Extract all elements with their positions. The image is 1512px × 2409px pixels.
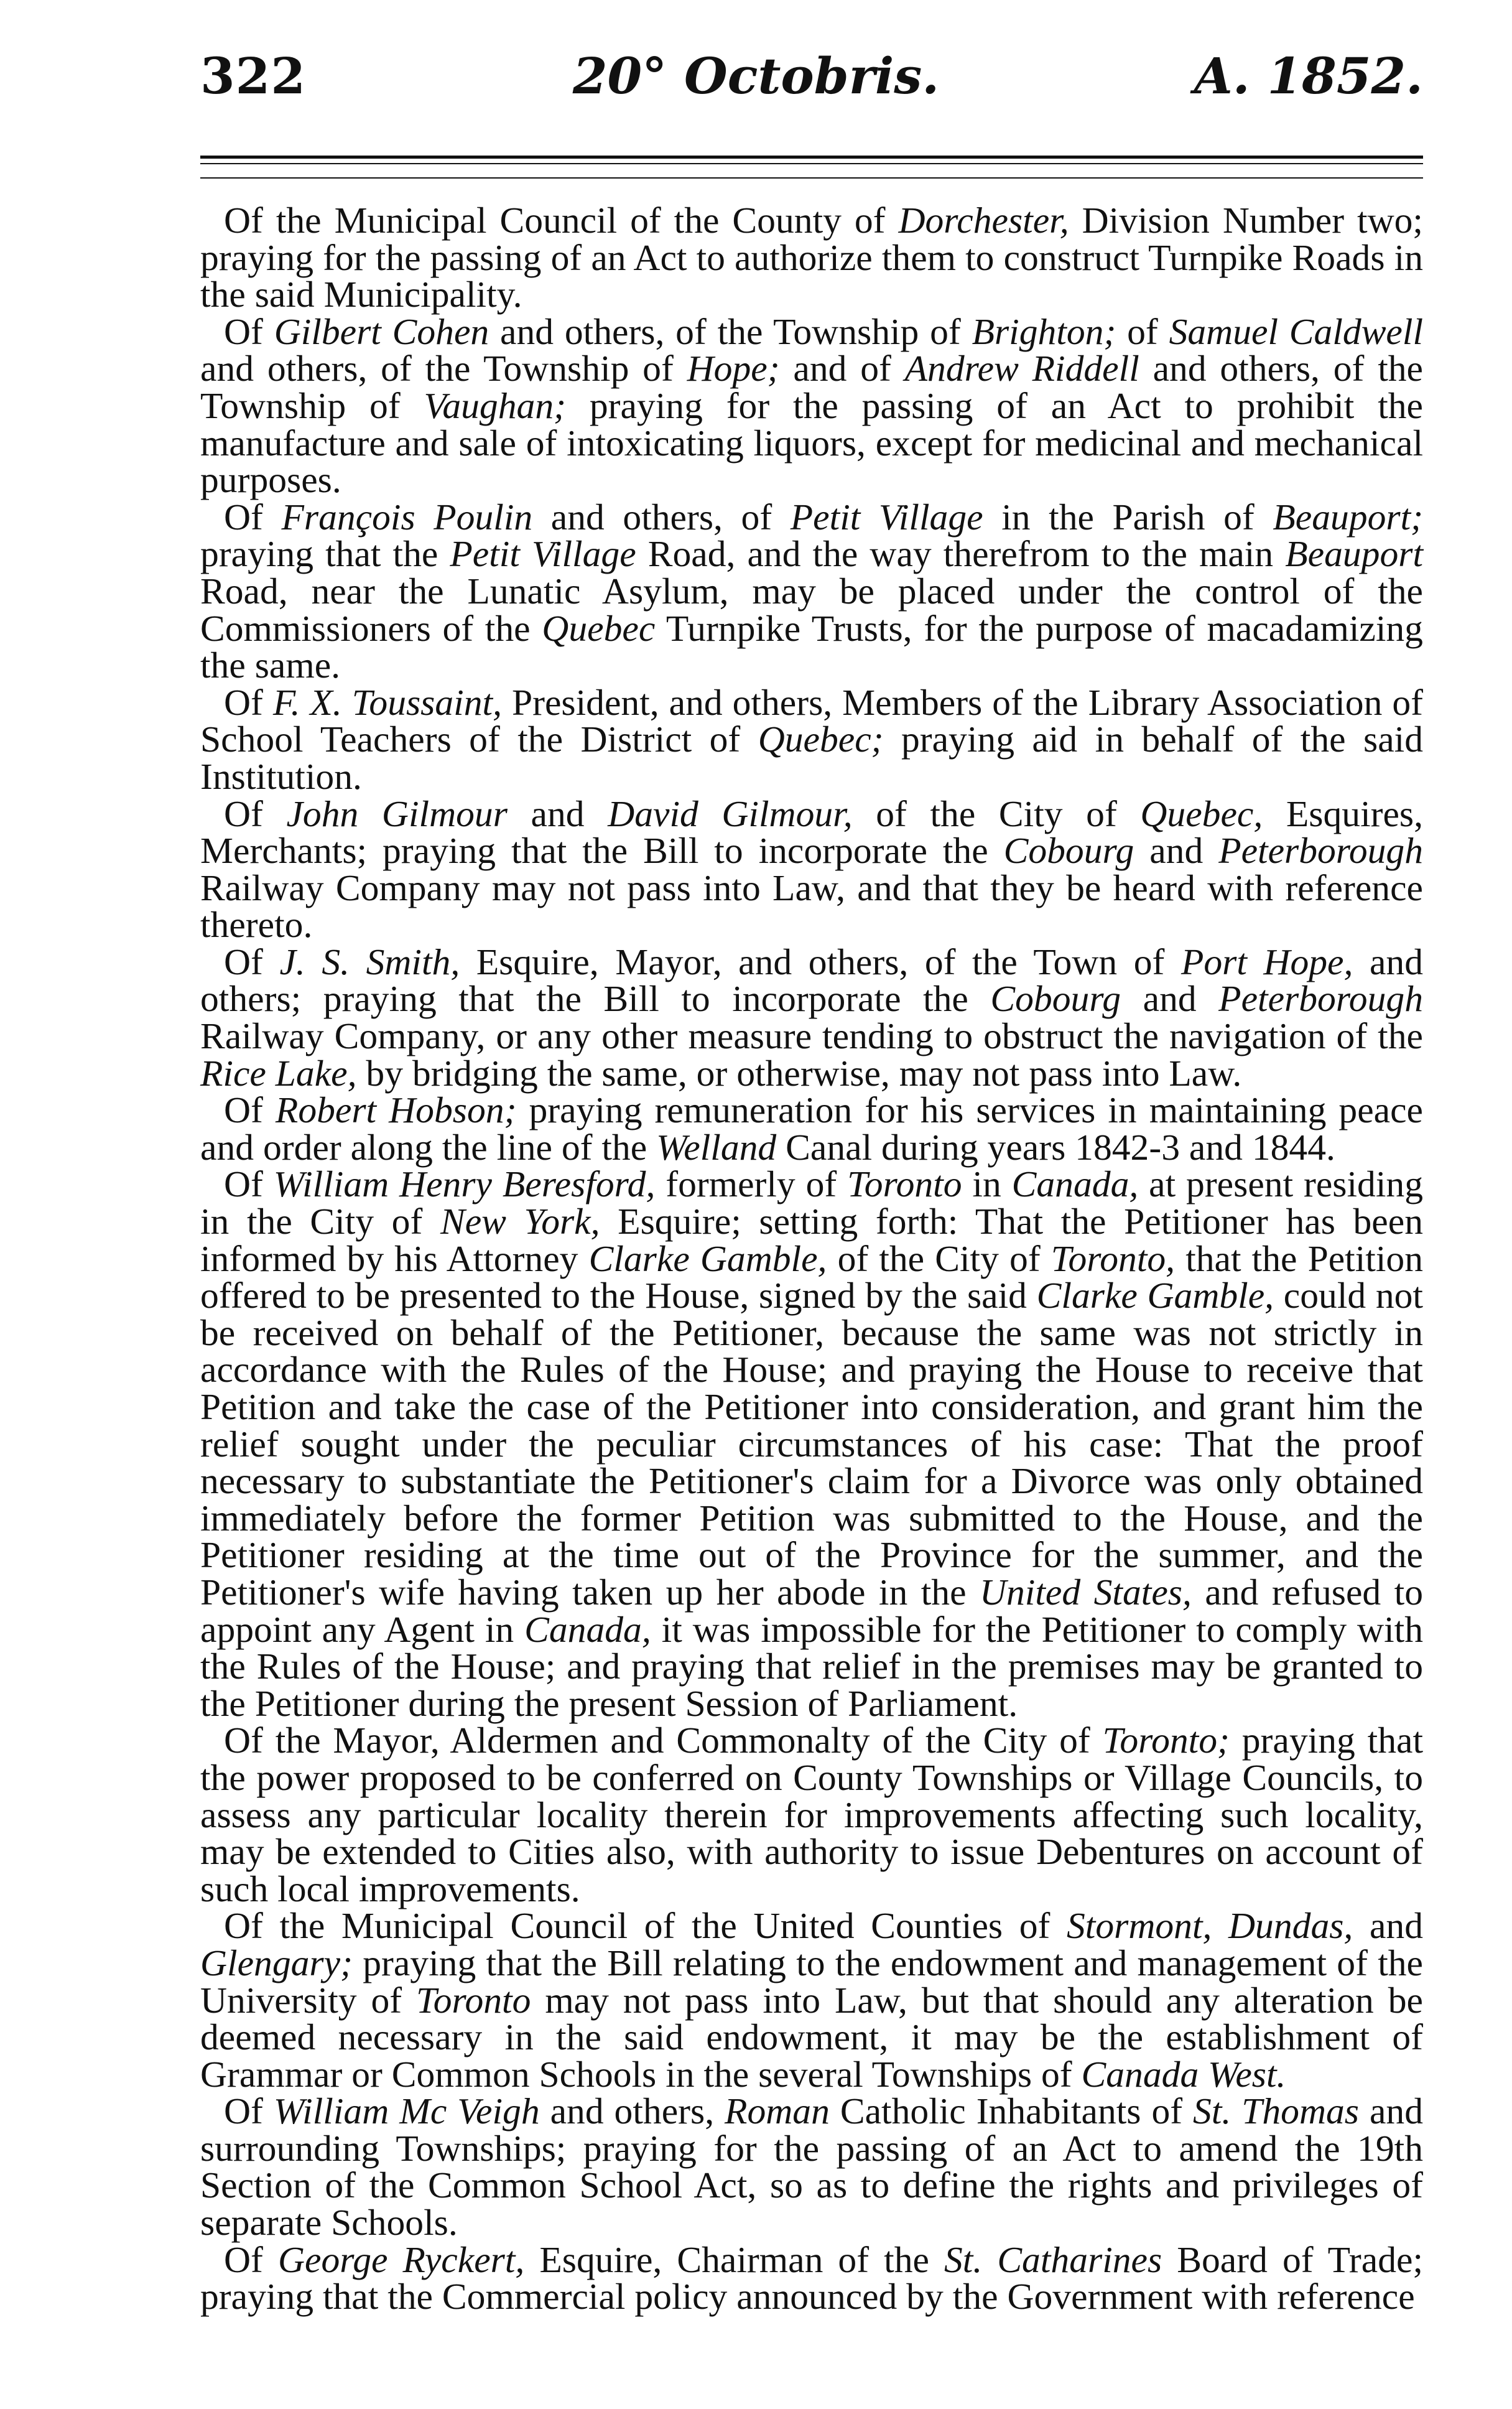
petition-text: and others, of [532, 496, 791, 538]
petition-text: and [1134, 830, 1219, 872]
petition-text: in the Parish of [983, 496, 1273, 538]
italic-name: New York, [440, 1201, 600, 1242]
italic-name: Quebec; [758, 719, 884, 760]
petition-text: and [507, 793, 608, 834]
petition-text: Of [224, 793, 287, 834]
petition-text: and others; praying that the Bill to incorporate the [200, 941, 1424, 1020]
italic-name: Hope; [687, 348, 780, 389]
italic-name: François Poulin [281, 496, 533, 538]
italic-name: Petit Village [790, 496, 983, 538]
petition-text: at present residing in the City of [200, 1163, 1423, 1242]
petition-text: and others, of the Township of [200, 348, 1423, 426]
petition-text: Canal during years 1842-3 and 1844. [776, 1126, 1335, 1168]
petition-text: and surrounding Townships; praying for the passing of an Act to amend the 19th Section of the Common School Act, so as to define the rights and privileges of separate Schools. [200, 2090, 1423, 2244]
italic-name: Beauport [1285, 533, 1424, 575]
italic-name: Quebec, [1140, 793, 1263, 834]
italic-name: Roman [725, 2090, 830, 2132]
italic-name: David Gilmour, [608, 793, 853, 834]
petition-paragraph [200, 1722, 1423, 1908]
petition-text: Of [224, 941, 280, 982]
header-rule-thin [200, 163, 1423, 164]
italic-name: William Henry Beresford, [273, 1163, 656, 1205]
petition-text: formerly of [655, 1163, 848, 1205]
petition-text: Esquire, Mayor, and others, of the Town of [460, 941, 1181, 982]
petition-text: of the City of [827, 1237, 1051, 1279]
petition-text: Catholic Inhabitants of [829, 2090, 1194, 2132]
running-year: A. 1852. [1194, 47, 1423, 105]
petition-paragraph [200, 496, 1424, 686]
italic-name: Peterborough [1218, 830, 1424, 872]
italic-name: Stormont, Dundas, [1066, 1905, 1353, 1947]
petition-text: Of [224, 1089, 276, 1131]
petition-text: Of [224, 1163, 274, 1205]
petition-text: praying aid in behalf of the said Institution. [200, 719, 1424, 797]
italic-name: Robert Hobson; [275, 1089, 517, 1131]
italic-name: Toronto [847, 1163, 962, 1205]
italic-name: Toronto, [1051, 1237, 1176, 1279]
italic-name: Canada West. [1081, 2053, 1286, 2095]
running-head [0, 0, 1512, 131]
petition-text: and refused to appoint any Agent in [200, 1571, 1424, 1650]
petition-paragraph [200, 681, 1424, 797]
petition-text: Of [224, 310, 274, 352]
petition-text: Of [224, 2239, 278, 2280]
header-rule-bottom [200, 177, 1423, 179]
petition-text: Division Number two; praying for the passing of an Act to authorize them to construct Turnpike Roads in the said Municipality. [200, 200, 1423, 315]
italic-name: Gilbert Cohen [274, 310, 489, 352]
petition-text: Railway Company may not pass into Law, and that they be heard with reference thereto. [200, 867, 1423, 946]
petition-text: and [1353, 1905, 1423, 1947]
petition-text: and [1121, 978, 1219, 1020]
italic-name: St. Catharines [944, 2239, 1162, 2280]
italic-name: United States, [979, 1571, 1192, 1613]
petition-text: and of [779, 348, 905, 389]
petition-paragraph [200, 1905, 1423, 2095]
running-date: 20° Octobris. [572, 47, 940, 105]
petition-text: praying remuneration for his services in maintaining peace and order along the line of the [200, 1089, 1424, 1168]
italic-name: Dorchester, [898, 200, 1069, 241]
petition-text: of the City of [852, 793, 1141, 834]
petition-paragraph [200, 793, 1424, 946]
petition-text: and others, [539, 2090, 725, 2132]
italic-name: Clarke Gamble, [1036, 1275, 1274, 1316]
italic-name: Peterborough [1218, 978, 1423, 1020]
italic-name: F. X. Toussaint, [272, 681, 502, 723]
petition-text: praying that the Bill relating to the endowment and management of the University of [200, 1942, 1423, 2021]
petition-text: that the Petition offered to be presented to the House, signed by the said [200, 1237, 1423, 1316]
petition-text: President, and others, Members of the Library Association of School Teachers of the District of [200, 681, 1423, 760]
italic-name: Port Hope, [1180, 941, 1353, 982]
italic-name: Andrew Riddell [904, 348, 1139, 389]
petition-text: may not pass into Law, but that should any alteration be deemed necessary in the said endowment, it may be the establishment of Grammar or Common Schools in the several Townships of [200, 1979, 1423, 2095]
petition-text: Of the Municipal Council of the County of [224, 200, 899, 241]
petition-text: could not be received on behalf of the Petitioner, because the same was not strictly in accordance with the Rules of the House; and praying the House to receive that Petition and take the case of the Petitioner into consideration, and grant him the relief sought under the peculiar circumstances of his case: That the proof necessary to substantiate the Petitioner's claim for a Divorce was only obtained immediately before the former Petition was submitted to the House, and the Petitioner residing at the time out of the Province for the summer, and the Petitioner's wife having taken up her abode in the [200, 1275, 1423, 1613]
petition-text: Railway Company, or any other measure tending to obstruct the navigation of the [200, 1015, 1423, 1057]
petition-text: Esquires, Merchants; praying that the Bill to incorporate the [200, 793, 1424, 872]
petition-text: and others, of the Township of [489, 310, 972, 352]
petition-text: it was impossible for the Petitioner to comply with the Rules of the House; and praying that relief in the premises may be granted to the Petitioner during the present Session of Parliament. [200, 1608, 1424, 1724]
petition-text: Esquire; setting forth: That the Petitioner has been informed by his Attorney [200, 1201, 1424, 1279]
page-number: 322 [200, 47, 306, 105]
petition-text: Road, near the Lunatic Asylum, may be placed under the control of the Commissioners of the [200, 570, 1423, 649]
italic-name: Samuel Caldwell [1169, 310, 1424, 352]
petition-paragraph [200, 1163, 1424, 1724]
petition-paragraph [200, 310, 1424, 501]
italic-name: Canada, [1011, 1163, 1139, 1205]
petition-text: praying for the passing of an Act to prohibit the manufacture and sale of intoxicating liquors, except for medicinal and mechanical purposes. [200, 384, 1424, 501]
italic-name: John Gilmour [286, 793, 508, 834]
italic-name: Toronto [416, 1979, 531, 2021]
italic-name: Canada, [524, 1608, 651, 1650]
italic-name: Clarke Gamble, [588, 1237, 827, 1279]
italic-name: Toronto; [1102, 1720, 1230, 1761]
header-rule [200, 156, 1423, 159]
italic-name: Rice Lake, [200, 1052, 357, 1094]
italic-name: Cobourg [990, 978, 1121, 1020]
italic-name: Vaughan; [424, 384, 566, 426]
italic-name: J. S. Smith, [279, 941, 460, 982]
petition-text: Esquire, Chairman of the [524, 2239, 944, 2280]
petition-text: of [1116, 310, 1169, 352]
petition-text: praying that the power proposed to be conferred on County Townships or Village Councils, to assess any particular locality therein for improvements affecting such locality, may be extended to Cities also, with authority to issue Debentures on account of such local improvements. [200, 1720, 1424, 1909]
italic-name: St. Thomas [1193, 2090, 1359, 2132]
petition-paragraph [200, 941, 1424, 1094]
italic-name: Cobourg [1003, 830, 1134, 872]
italic-name: William Mc Veigh [273, 2090, 540, 2132]
italic-name: Petit Village [450, 533, 636, 575]
petition-text: Of [224, 496, 282, 538]
petition-text: Of the Mayor, Aldermen and Commonalty of the City of [224, 1720, 1103, 1761]
petition-paragraph [200, 1089, 1424, 1168]
petition-paragraph [200, 202, 1423, 314]
petition-text: Road, and the way therefrom to the main [636, 533, 1286, 575]
italic-name: Brighton; [972, 310, 1116, 352]
petition-text: praying that the [200, 533, 450, 575]
italic-name: Welland [656, 1126, 777, 1168]
petition-text: by bridging the same, or otherwise, may not pass into Law. [356, 1052, 1242, 1094]
petition-text: Board of Trade; praying that the Commercial policy announced by the Government with reference [200, 2239, 1423, 2318]
italic-name: George Ryckert, [277, 2239, 525, 2280]
petition-text: Of [224, 2090, 274, 2132]
petition-text: Turnpike Trusts, for the purpose of macadamizing the same. [200, 607, 1423, 686]
petitions-body [200, 202, 1423, 2316]
petition-paragraph [200, 2090, 1423, 2244]
petition-paragraph [200, 2239, 1423, 2318]
petition-text: and others, of the Township of [200, 348, 687, 389]
italic-name: Beauport; [1273, 496, 1423, 538]
italic-name: Quebec [542, 607, 656, 649]
petition-text: Of the Municipal Council of the United Counties of [224, 1905, 1067, 1947]
petition-text: in [962, 1163, 1012, 1205]
petition-text: Of [224, 681, 273, 723]
italic-name: Glengary; [200, 1942, 353, 1983]
